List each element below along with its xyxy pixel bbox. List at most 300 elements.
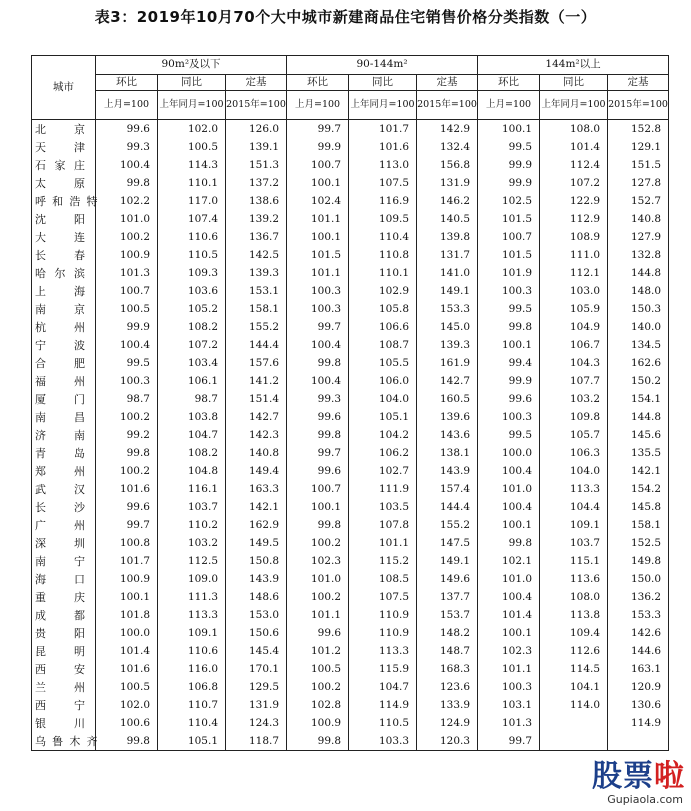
value-cell: 108.0 bbox=[540, 120, 608, 139]
sub-header-mom: 环比 bbox=[287, 75, 349, 91]
value-cell: 103.4 bbox=[158, 354, 226, 372]
city-cell bbox=[32, 606, 96, 624]
table-row bbox=[32, 372, 669, 390]
value-cell: 107.5 bbox=[349, 174, 417, 192]
city-cell bbox=[32, 246, 96, 264]
city-cell bbox=[32, 732, 96, 751]
value-cell: 113.8 bbox=[540, 606, 608, 624]
table-row bbox=[32, 408, 669, 426]
value-cell: 110.5 bbox=[349, 714, 417, 732]
city-name: 贵 阳 bbox=[35, 627, 85, 640]
value-cell: 99.8 bbox=[287, 732, 349, 751]
value-cell: 101.3 bbox=[96, 264, 158, 282]
city-cell bbox=[32, 570, 96, 588]
value-cell: 142.9 bbox=[417, 120, 478, 139]
value-cell: 144.4 bbox=[226, 336, 287, 354]
value-cell: 155.2 bbox=[226, 318, 287, 336]
value-cell: 113.0 bbox=[349, 156, 417, 174]
city-name: 郑 州 bbox=[35, 465, 85, 478]
value-cell: 136.7 bbox=[226, 228, 287, 246]
table-row bbox=[32, 588, 669, 606]
city-cell bbox=[32, 462, 96, 480]
value-cell: 99.6 bbox=[96, 498, 158, 516]
value-cell: 113.3 bbox=[158, 606, 226, 624]
value-cell: 153.3 bbox=[417, 300, 478, 318]
value-cell: 120.9 bbox=[608, 678, 669, 696]
value-cell: 136.2 bbox=[608, 588, 669, 606]
value-cell: 112.5 bbox=[158, 552, 226, 570]
value-cell: 127.8 bbox=[608, 174, 669, 192]
value-cell: 108.2 bbox=[158, 318, 226, 336]
value-cell: 109.4 bbox=[540, 624, 608, 642]
value-cell: 105.2 bbox=[158, 300, 226, 318]
value-cell: 101.1 bbox=[287, 210, 349, 228]
value-cell: 131.9 bbox=[417, 174, 478, 192]
city-name: 济 南 bbox=[35, 429, 85, 442]
value-cell: 99.9 bbox=[287, 138, 349, 156]
city-name: 银 川 bbox=[35, 717, 85, 730]
value-cell: 100.9 bbox=[96, 570, 158, 588]
city-cell bbox=[32, 588, 96, 606]
value-cell: 142.7 bbox=[417, 372, 478, 390]
value-cell: 168.3 bbox=[417, 660, 478, 678]
value-cell: 99.7 bbox=[287, 318, 349, 336]
value-cell: 150.0 bbox=[608, 570, 669, 588]
city-name: 杭 州 bbox=[35, 321, 85, 334]
value-cell: 113.3 bbox=[349, 642, 417, 660]
city-name: 西 安 bbox=[35, 663, 85, 676]
watermark-url: Gupiaola.com bbox=[607, 793, 683, 806]
table-row bbox=[32, 714, 669, 732]
city-cell bbox=[32, 156, 96, 174]
value-cell: 153.3 bbox=[608, 606, 669, 624]
value-cell: 99.9 bbox=[478, 372, 540, 390]
city-cell bbox=[32, 624, 96, 642]
value-cell: 105.1 bbox=[349, 408, 417, 426]
table-row bbox=[32, 444, 669, 462]
value-cell: 107.2 bbox=[540, 174, 608, 192]
value-cell: 148.0 bbox=[608, 282, 669, 300]
table-row bbox=[32, 462, 669, 480]
city-cell bbox=[32, 660, 96, 678]
value-cell: 99.5 bbox=[96, 354, 158, 372]
value-cell: 103.0 bbox=[540, 282, 608, 300]
value-cell: 151.5 bbox=[608, 156, 669, 174]
city-name: 乌 鲁 木 齐 bbox=[35, 735, 97, 748]
value-cell: 142.7 bbox=[226, 408, 287, 426]
value-cell: 103.2 bbox=[540, 390, 608, 408]
value-cell: 139.2 bbox=[226, 210, 287, 228]
value-cell: 149.1 bbox=[417, 282, 478, 300]
value-cell: 109.1 bbox=[158, 624, 226, 642]
value-cell: 102.5 bbox=[478, 192, 540, 210]
value-cell: 115.1 bbox=[540, 552, 608, 570]
value-cell: 105.9 bbox=[540, 300, 608, 318]
value-cell: 157.4 bbox=[417, 480, 478, 498]
value-cell: 99.7 bbox=[287, 120, 349, 139]
value-cell: 129.1 bbox=[608, 138, 669, 156]
city-name: 青 岛 bbox=[35, 447, 85, 460]
city-cell bbox=[32, 120, 96, 139]
value-cell: 100.3 bbox=[96, 372, 158, 390]
value-cell: 162.9 bbox=[226, 516, 287, 534]
value-cell: 102.4 bbox=[287, 192, 349, 210]
watermark-brand-main: 股票 bbox=[592, 759, 654, 794]
city-cell bbox=[32, 642, 96, 660]
value-cell: 99.8 bbox=[287, 516, 349, 534]
city-cell bbox=[32, 480, 96, 498]
table-row bbox=[32, 678, 669, 696]
city-cell bbox=[32, 354, 96, 372]
table-row bbox=[32, 516, 669, 534]
table-row bbox=[32, 642, 669, 660]
table-row bbox=[32, 426, 669, 444]
sub-header-yoy: 同比 bbox=[158, 75, 226, 91]
value-cell: 99.8 bbox=[478, 534, 540, 552]
value-cell: 140.0 bbox=[608, 318, 669, 336]
value-cell: 106.1 bbox=[158, 372, 226, 390]
sub-header-base: 定基 bbox=[226, 75, 287, 91]
value-cell: 104.7 bbox=[158, 426, 226, 444]
value-cell: 100.2 bbox=[287, 678, 349, 696]
city-cell bbox=[32, 264, 96, 282]
value-cell: 101.4 bbox=[540, 138, 608, 156]
value-cell: 101.5 bbox=[478, 210, 540, 228]
city-name: 合 肥 bbox=[35, 357, 85, 370]
value-cell: 100.3 bbox=[287, 300, 349, 318]
table-row bbox=[32, 120, 669, 139]
group-header-medium: 90-144m² bbox=[287, 56, 478, 75]
city-cell bbox=[32, 696, 96, 714]
value-cell: 142.3 bbox=[226, 426, 287, 444]
sub-header-yoy: 同比 bbox=[540, 75, 608, 91]
value-cell: 100.3 bbox=[478, 282, 540, 300]
table-row bbox=[32, 192, 669, 210]
table-row bbox=[32, 696, 669, 714]
value-cell: 100.1 bbox=[287, 228, 349, 246]
value-cell: 150.6 bbox=[226, 624, 287, 642]
value-cell: 148.6 bbox=[226, 588, 287, 606]
value-cell: 110.1 bbox=[349, 264, 417, 282]
value-cell: 144.4 bbox=[417, 498, 478, 516]
city-cell bbox=[32, 408, 96, 426]
value-cell: 113.6 bbox=[540, 570, 608, 588]
value-cell: 109.0 bbox=[158, 570, 226, 588]
city-name: 沈 阳 bbox=[35, 213, 85, 226]
city-name: 重 庆 bbox=[35, 591, 85, 604]
table-row bbox=[32, 624, 669, 642]
value-cell: 99.2 bbox=[96, 426, 158, 444]
city-name: 南 昌 bbox=[35, 411, 85, 424]
value-cell: 162.6 bbox=[608, 354, 669, 372]
value-cell: 100.2 bbox=[96, 228, 158, 246]
unit-header-base: 2015年=100 bbox=[226, 91, 287, 120]
table-row bbox=[32, 156, 669, 174]
value-cell: 109.5 bbox=[349, 210, 417, 228]
value-cell: 151.4 bbox=[226, 390, 287, 408]
city-cell bbox=[32, 282, 96, 300]
value-cell: 104.1 bbox=[540, 678, 608, 696]
table-row bbox=[32, 390, 669, 408]
value-cell: 106.3 bbox=[540, 444, 608, 462]
value-cell: 101.1 bbox=[287, 606, 349, 624]
sub-header-base: 定基 bbox=[417, 75, 478, 91]
value-cell: 112.6 bbox=[540, 642, 608, 660]
value-cell: 153.0 bbox=[226, 606, 287, 624]
value-cell: 116.0 bbox=[158, 660, 226, 678]
value-cell: 101.7 bbox=[96, 552, 158, 570]
value-cell: 145.6 bbox=[608, 426, 669, 444]
sub-header-base: 定基 bbox=[608, 75, 669, 91]
value-cell: 139.3 bbox=[417, 336, 478, 354]
city-name: 广 州 bbox=[35, 519, 85, 532]
value-cell: 144.8 bbox=[608, 408, 669, 426]
value-cell: 115.9 bbox=[349, 660, 417, 678]
table-row bbox=[32, 354, 669, 372]
value-cell: 105.5 bbox=[349, 354, 417, 372]
value-cell: 102.8 bbox=[287, 696, 349, 714]
city-name: 哈 尔 滨 bbox=[35, 267, 85, 280]
value-cell: 142.1 bbox=[226, 498, 287, 516]
unit-header-base: 2015年=100 bbox=[608, 91, 669, 120]
value-cell: 147.5 bbox=[417, 534, 478, 552]
value-cell: 99.6 bbox=[478, 390, 540, 408]
value-cell: 106.0 bbox=[349, 372, 417, 390]
value-cell: 100.4 bbox=[96, 156, 158, 174]
value-cell: 102.0 bbox=[158, 120, 226, 139]
value-cell: 106.8 bbox=[158, 678, 226, 696]
value-cell: 150.3 bbox=[608, 300, 669, 318]
city-cell bbox=[32, 210, 96, 228]
value-cell: 150.2 bbox=[608, 372, 669, 390]
city-name: 北 京 bbox=[35, 123, 85, 136]
value-cell: 99.6 bbox=[287, 408, 349, 426]
value-cell: 104.8 bbox=[158, 462, 226, 480]
value-cell: 140.8 bbox=[226, 444, 287, 462]
watermark-logo bbox=[567, 753, 685, 793]
value-cell: 106.7 bbox=[540, 336, 608, 354]
city-name: 南 宁 bbox=[35, 555, 85, 568]
value-cell: 100.0 bbox=[96, 624, 158, 642]
value-cell: 101.4 bbox=[96, 642, 158, 660]
value-cell: 143.9 bbox=[226, 570, 287, 588]
value-cell: 103.6 bbox=[158, 282, 226, 300]
value-cell: 142.6 bbox=[608, 624, 669, 642]
value-cell: 110.6 bbox=[158, 228, 226, 246]
value-cell: 103.1 bbox=[478, 696, 540, 714]
value-cell: 102.1 bbox=[478, 552, 540, 570]
city-cell bbox=[32, 228, 96, 246]
value-cell: 100.1 bbox=[287, 498, 349, 516]
table-row bbox=[32, 552, 669, 570]
value-cell: 152.8 bbox=[608, 120, 669, 139]
value-cell bbox=[540, 714, 608, 732]
value-cell: 141.0 bbox=[417, 264, 478, 282]
city-name: 太 原 bbox=[35, 177, 85, 190]
value-cell: 154.2 bbox=[608, 480, 669, 498]
value-cell: 102.3 bbox=[478, 642, 540, 660]
city-cell bbox=[32, 714, 96, 732]
value-cell: 108.9 bbox=[540, 228, 608, 246]
value-cell: 117.0 bbox=[158, 192, 226, 210]
value-cell: 100.2 bbox=[96, 462, 158, 480]
value-cell: 116.9 bbox=[349, 192, 417, 210]
sub-header-mom: 环比 bbox=[478, 75, 540, 91]
value-cell: 100.8 bbox=[96, 534, 158, 552]
table-row bbox=[32, 228, 669, 246]
value-cell: 104.3 bbox=[540, 354, 608, 372]
table-row bbox=[32, 336, 669, 354]
value-cell: 149.1 bbox=[417, 552, 478, 570]
table-row bbox=[32, 300, 669, 318]
value-cell: 101.0 bbox=[478, 480, 540, 498]
city-cell bbox=[32, 552, 96, 570]
value-cell: 123.6 bbox=[417, 678, 478, 696]
value-cell: 103.2 bbox=[158, 534, 226, 552]
city-cell bbox=[32, 444, 96, 462]
value-cell: 108.0 bbox=[540, 588, 608, 606]
table-row bbox=[32, 138, 669, 156]
value-cell: 110.1 bbox=[158, 174, 226, 192]
value-cell: 100.3 bbox=[287, 282, 349, 300]
value-cell: 102.0 bbox=[96, 696, 158, 714]
value-cell: 101.6 bbox=[96, 480, 158, 498]
value-cell: 109.8 bbox=[540, 408, 608, 426]
value-cell: 148.7 bbox=[417, 642, 478, 660]
value-cell: 163.3 bbox=[226, 480, 287, 498]
value-cell: 104.4 bbox=[540, 498, 608, 516]
value-cell: 101.5 bbox=[287, 246, 349, 264]
unit-header-yoy: 上年同月=100 bbox=[158, 91, 226, 120]
value-cell: 99.4 bbox=[478, 354, 540, 372]
city-cell bbox=[32, 192, 96, 210]
value-cell: 149.6 bbox=[417, 570, 478, 588]
value-cell: 105.8 bbox=[349, 300, 417, 318]
value-cell: 155.2 bbox=[417, 516, 478, 534]
value-cell: 104.9 bbox=[540, 318, 608, 336]
value-cell: 138.1 bbox=[417, 444, 478, 462]
value-cell: 157.6 bbox=[226, 354, 287, 372]
value-cell: 161.9 bbox=[417, 354, 478, 372]
value-cell: 132.4 bbox=[417, 138, 478, 156]
city-name: 西 宁 bbox=[35, 699, 85, 712]
city-name: 昆 明 bbox=[35, 645, 85, 658]
city-name: 长 沙 bbox=[35, 501, 85, 514]
value-cell: 99.3 bbox=[287, 390, 349, 408]
value-cell: 145.4 bbox=[226, 642, 287, 660]
city-cell bbox=[32, 390, 96, 408]
city-cell bbox=[32, 174, 96, 192]
value-cell: 110.8 bbox=[349, 246, 417, 264]
city-cell bbox=[32, 138, 96, 156]
value-cell: 102.2 bbox=[96, 192, 158, 210]
value-cell: 106.2 bbox=[349, 444, 417, 462]
city-name: 天 津 bbox=[35, 141, 85, 154]
watermark-brand-accent: 啦 bbox=[654, 759, 685, 794]
value-cell: 133.9 bbox=[417, 696, 478, 714]
value-cell: 145.8 bbox=[608, 498, 669, 516]
value-cell: 118.7 bbox=[226, 732, 287, 751]
value-cell: 104.7 bbox=[349, 678, 417, 696]
value-cell: 99.6 bbox=[287, 462, 349, 480]
value-cell: 99.8 bbox=[96, 174, 158, 192]
value-cell: 100.5 bbox=[158, 138, 226, 156]
city-name: 厦 门 bbox=[35, 393, 85, 406]
value-cell: 135.5 bbox=[608, 444, 669, 462]
value-cell: 99.6 bbox=[96, 120, 158, 139]
value-cell: 100.1 bbox=[96, 588, 158, 606]
value-cell: 105.1 bbox=[158, 732, 226, 751]
value-cell: 101.0 bbox=[287, 570, 349, 588]
value-cell: 100.7 bbox=[478, 228, 540, 246]
city-cell bbox=[32, 534, 96, 552]
table-row bbox=[32, 246, 669, 264]
value-cell: 101.1 bbox=[287, 264, 349, 282]
value-cell: 101.6 bbox=[96, 660, 158, 678]
value-cell: 99.7 bbox=[96, 516, 158, 534]
value-cell: 107.5 bbox=[349, 588, 417, 606]
city-cell bbox=[32, 300, 96, 318]
city-cell bbox=[32, 318, 96, 336]
price-index-table bbox=[31, 55, 669, 751]
value-cell: 129.5 bbox=[226, 678, 287, 696]
value-cell: 131.9 bbox=[226, 696, 287, 714]
value-cell: 158.1 bbox=[608, 516, 669, 534]
city-cell bbox=[32, 498, 96, 516]
value-cell: 106.6 bbox=[349, 318, 417, 336]
value-cell: 143.6 bbox=[417, 426, 478, 444]
value-cell: 114.5 bbox=[540, 660, 608, 678]
sub-header-mom: 环比 bbox=[96, 75, 158, 91]
value-cell: 141.2 bbox=[226, 372, 287, 390]
value-cell: 108.7 bbox=[349, 336, 417, 354]
city-name: 长 春 bbox=[35, 249, 85, 262]
value-cell: 110.9 bbox=[349, 624, 417, 642]
table-row bbox=[32, 570, 669, 588]
city-name: 武 汉 bbox=[35, 483, 85, 496]
value-cell: 99.5 bbox=[478, 426, 540, 444]
city-name: 福 州 bbox=[35, 375, 85, 388]
value-cell: 99.8 bbox=[478, 318, 540, 336]
value-cell: 107.4 bbox=[158, 210, 226, 228]
value-cell: 154.1 bbox=[608, 390, 669, 408]
table-row bbox=[32, 534, 669, 552]
value-cell: 99.9 bbox=[478, 174, 540, 192]
value-cell: 163.1 bbox=[608, 660, 669, 678]
value-cell: 101.4 bbox=[478, 606, 540, 624]
value-cell: 101.5 bbox=[478, 246, 540, 264]
value-cell: 100.1 bbox=[287, 174, 349, 192]
value-cell: 101.8 bbox=[96, 606, 158, 624]
value-cell: 131.7 bbox=[417, 246, 478, 264]
value-cell: 100.2 bbox=[287, 534, 349, 552]
city-name: 呼 和 浩 特 bbox=[35, 195, 97, 208]
table-row bbox=[32, 264, 669, 282]
value-cell: 151.3 bbox=[226, 156, 287, 174]
value-cell: 101.9 bbox=[478, 264, 540, 282]
city-name: 石 家 庄 bbox=[35, 159, 85, 172]
value-cell: 120.3 bbox=[417, 732, 478, 751]
table-title: 表3：2019年10月70个大中城市新建商品住宅销售价格分类指数（一） bbox=[94, 8, 597, 26]
unit-header-base: 2015年=100 bbox=[417, 91, 478, 120]
value-cell: 104.0 bbox=[349, 390, 417, 408]
value-cell: 99.6 bbox=[287, 624, 349, 642]
value-cell: 111.3 bbox=[158, 588, 226, 606]
value-cell: 99.8 bbox=[96, 444, 158, 462]
value-cell: 107.2 bbox=[158, 336, 226, 354]
city-name: 南 京 bbox=[35, 303, 85, 316]
value-cell: 114.3 bbox=[158, 156, 226, 174]
